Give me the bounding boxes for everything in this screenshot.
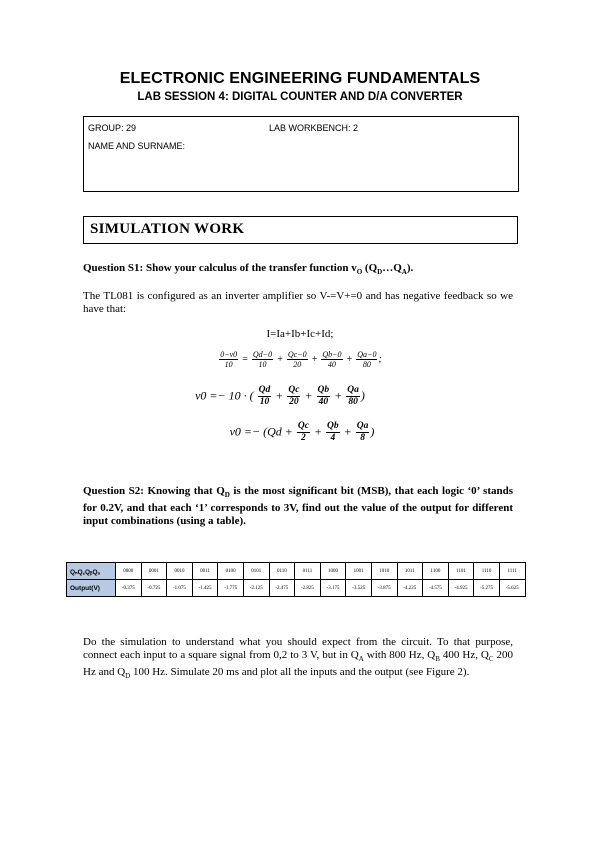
- table-cell: -2.825: [295, 580, 321, 597]
- table-cell: 0010: [167, 563, 193, 580]
- question-s2: Question S2: Knowing that $Q_D$ is the most significant bit (MSB), that each logic ‘0’ stands for 0.2V, and that each ‘1’ corresponds to 3V, find out the value of the output for different input combinations (using a table).: [83, 485, 514, 528]
- table-cell: 1100: [423, 563, 449, 580]
- section-heading-box: [83, 216, 518, 244]
- table-cell: -4.575: [423, 580, 449, 597]
- name-field: NAME AND SURNAME:: [88, 141, 186, 151]
- transfer-equation-expanded: v0 =− 10 · ( $\frac{Qd}{10}$ + $\frac{Qc}{20}$ + $\frac{Qb}{40}$ + $\frac{Qa}{80}$ ): [195, 385, 365, 407]
- transfer-equation-simplified: v0 =− (Qd + $\frac{Qc}{2}$ + $\frac{Qb}{4}$ + $\frac{Qa}{8}$ ): [229, 421, 375, 443]
- s1-explanation: The TL081 is configured as an inverter amplifier so V-=V+=0 and has negative feedback so we have that:: [83, 290, 513, 315]
- table-cell: -1.425: [192, 580, 218, 597]
- table-cell: 0011: [192, 563, 218, 580]
- table-cell: -1.075: [167, 580, 193, 597]
- table-cell: -3.175: [320, 580, 346, 597]
- document-title: ELECTRONIC ENGINEERING FUNDAMENTALS: [119, 70, 481, 87]
- table-row-inputs: [67, 563, 526, 580]
- table-cell: -0.725: [141, 580, 167, 597]
- table-header-output: Output(V): [67, 580, 116, 597]
- table-row-outputs: [67, 580, 526, 597]
- table-cell: 1101: [448, 563, 474, 580]
- simulation-instructions: Do the simulation to understand what you should expect from the circuit. To that purpose, connect each input to a square signal from 0,2 to 3 V, but in $Q_A$ with 800 Hz, $Q_B$ 400 Hz, $Q_C$ 200 Hz and $Q_D$ 100 Hz. Simulate 20 ms and plot all the inputs and the output (see Figure 2).: [83, 636, 513, 681]
- table-cell: 0000: [116, 563, 142, 580]
- table-cell: 1000: [320, 563, 346, 580]
- table-cell: -2.475: [269, 580, 295, 597]
- table-cell: -4.925: [448, 580, 474, 597]
- table-cell: -5.275: [474, 580, 500, 597]
- table-cell: 1001: [346, 563, 372, 580]
- table-cell: -3.525: [346, 580, 372, 597]
- table-cell: 0110: [269, 563, 295, 580]
- table-cell: 1110: [474, 563, 500, 580]
- table-cell: 1011: [397, 563, 423, 580]
- table-cell: -3.875: [371, 580, 397, 597]
- section-title: SIMULATION WORK: [90, 221, 245, 237]
- table-cell: -1.775: [218, 580, 244, 597]
- group-field: GROUP: 29: [88, 123, 137, 133]
- document-subtitle: LAB SESSION 4: DIGITAL COUNTER AND D/A CONVERTER: [137, 91, 463, 103]
- question-s1: Question S1: Show your calculus of the transfer function $v_O$ $(Q_D\dots Q_A)$.: [83, 262, 414, 277]
- table-cell: 0101: [243, 563, 269, 580]
- table-cell: -0.375: [116, 580, 142, 597]
- table-cell: 0001: [141, 563, 167, 580]
- table-cell: -4.225: [397, 580, 423, 597]
- table-header-inputs: QₙQ꜀QᵦQₐ: [67, 563, 116, 580]
- table-cell: -2.125: [243, 580, 269, 597]
- student-info-box: [83, 116, 519, 192]
- output-table: [66, 562, 526, 597]
- current-equation: I=Ia+Ib+Ic+Id;: [266, 328, 334, 340]
- table-cell: -5.625: [499, 580, 525, 597]
- table-cell: 1111: [499, 563, 525, 580]
- table-cell: 0100: [218, 563, 244, 580]
- table-cell: 1010: [371, 563, 397, 580]
- table-cell: 0111: [295, 563, 321, 580]
- node-equation: $\frac{0-v0}{10}$ = $\frac{Qd-0}{10}$ + $\frac{Qc-0}{20}$ + $\frac{Qb-0}{40}$ + $\frac{Qa-0}{80}$ ;: [220, 350, 382, 369]
- workbench-field: LAB WORKBENCH: 2: [269, 123, 359, 133]
